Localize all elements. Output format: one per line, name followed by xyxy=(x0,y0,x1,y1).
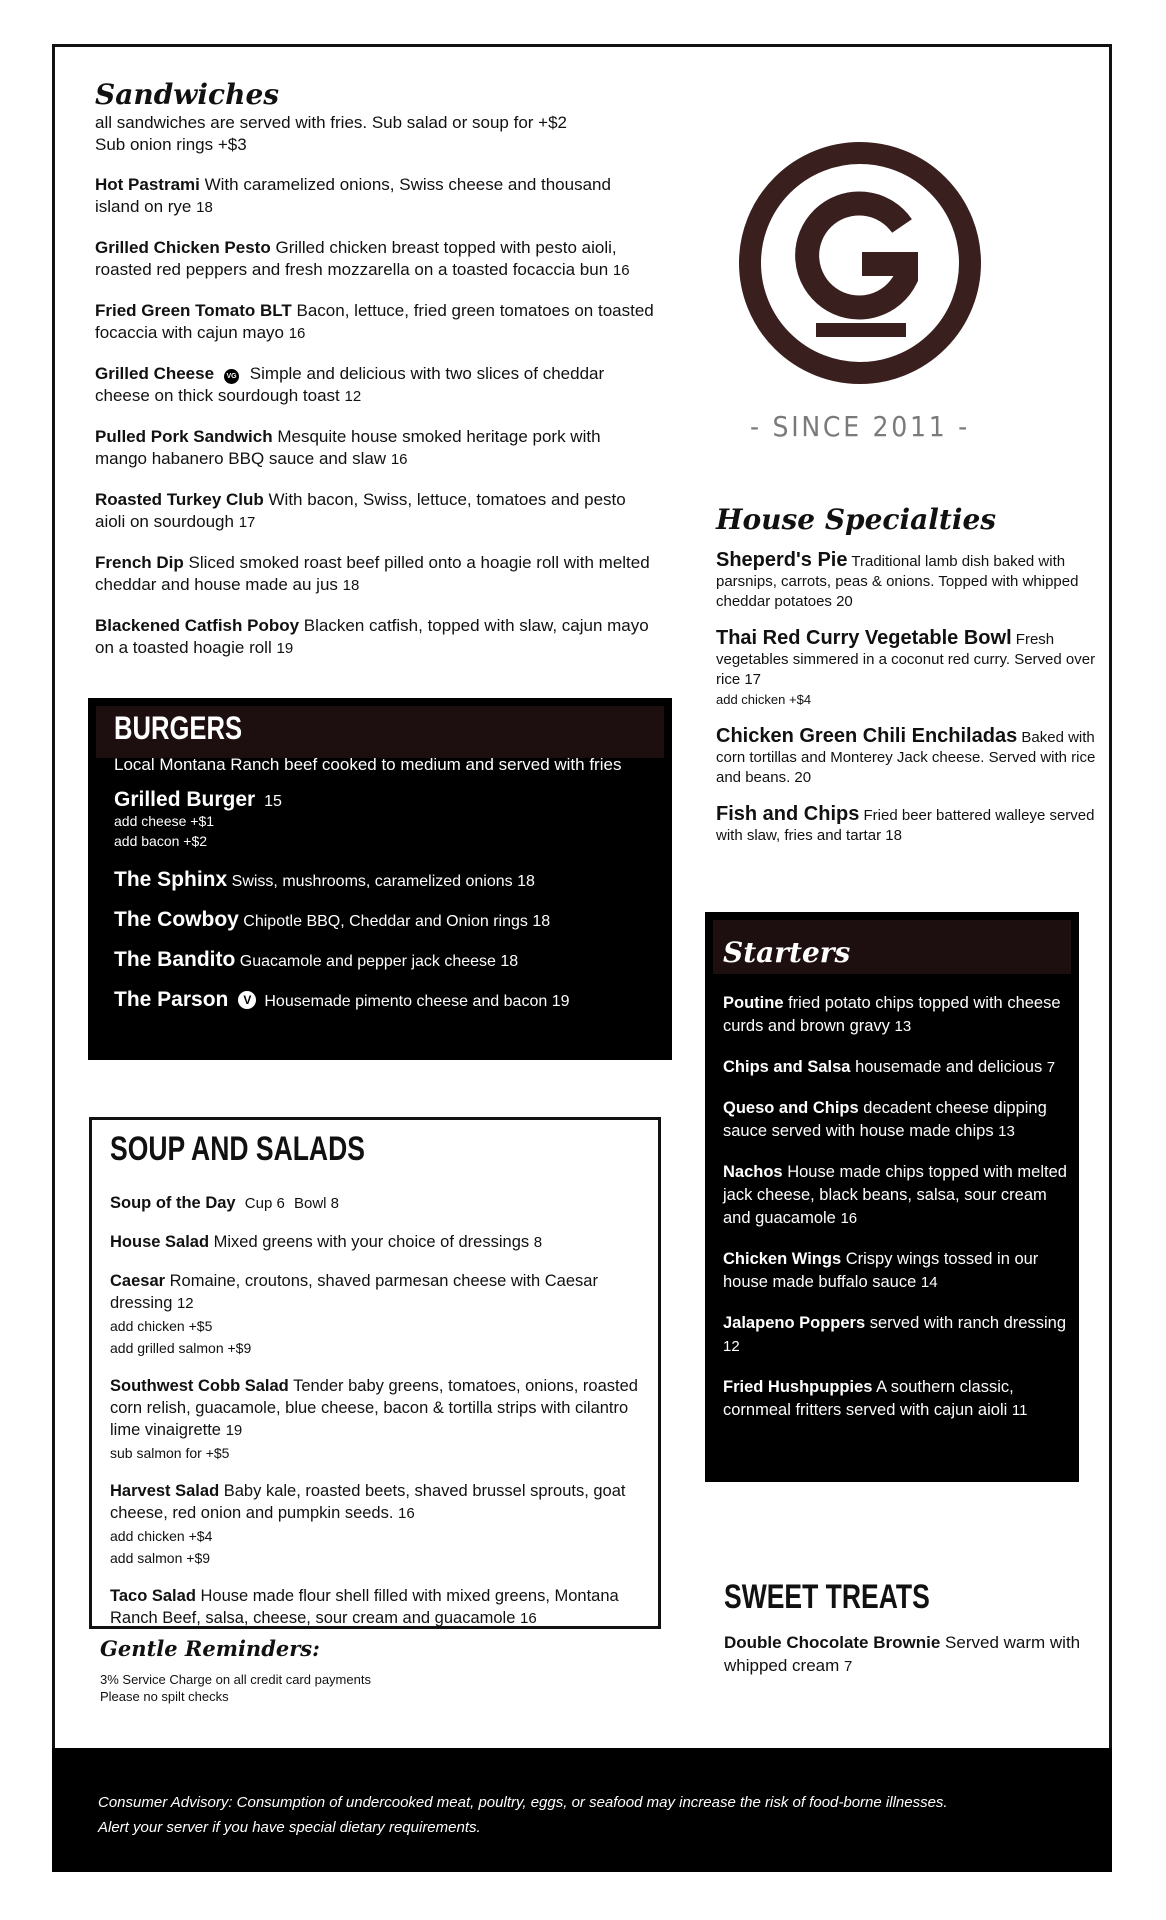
menu-item xyxy=(723,1097,1073,1143)
item-desc: Mixed greens with your choice of dressings xyxy=(213,1233,530,1251)
menu-item xyxy=(723,1248,1073,1294)
menu-item xyxy=(716,628,1096,710)
item-price: 19 xyxy=(276,640,294,657)
reminder-line: Please no spilt checks xyxy=(100,1689,229,1704)
item-name: Soup of the Day xyxy=(110,1194,236,1212)
item-name: Grilled Chicken Pesto xyxy=(95,238,271,257)
starters-body xyxy=(723,992,1073,1440)
item-price: 15 xyxy=(264,793,282,810)
item-price: 13 xyxy=(894,1018,912,1035)
starters-section xyxy=(705,912,1079,1482)
item-price: 16 xyxy=(390,451,408,468)
item-price: 18 xyxy=(532,913,551,930)
menu-item xyxy=(95,552,655,597)
gentle-reminders xyxy=(100,1636,600,1705)
menu-item xyxy=(114,910,664,932)
menu-item xyxy=(95,237,655,282)
item-desc: With bacon, Swiss, lettuce, tomatoes and pesto aioli on sourdough xyxy=(95,490,626,531)
item-price: 12 xyxy=(344,388,362,405)
item-desc: Bacon, lettuce, fried green tomatoes on toasted focaccia with cajun mayo xyxy=(95,301,654,342)
item-price: 19 xyxy=(225,1422,243,1439)
item-desc: Baked with corn tortillas and Monterey Jack cheese. Served with rice and beans. xyxy=(716,729,1096,786)
item-desc: Fresh vegetables simmered in a coconut red curry. Served over rice xyxy=(716,631,1096,688)
item-desc: Sliced smoked roast beef pilled onto a hoagie roll with melted cheddar and house made au jus xyxy=(95,553,650,594)
burgers-title: BURGERS xyxy=(114,710,243,746)
house-specialties-title: House Specialties xyxy=(716,503,997,536)
item-desc: Grilled chicken breast topped with pesto aioli, roasted red peppers and fresh mozzarella on a toasted focaccia bun xyxy=(95,238,617,279)
item-desc: Chipotle BBQ, Cheddar and Onion rings xyxy=(243,913,528,930)
item-desc: Crispy wings tossed in our house made buffalo sauce xyxy=(723,1250,1039,1291)
item-name: Grilled Cheese xyxy=(95,364,215,383)
item-name: Chicken Green Chili Enchiladas xyxy=(716,725,1018,747)
item-name: Queso and Chips xyxy=(723,1099,859,1117)
menu-item xyxy=(724,1631,1084,1678)
item-price: 16 xyxy=(398,1505,415,1522)
restaurant-logo xyxy=(734,118,986,408)
item-price: 16 xyxy=(612,262,630,279)
reminders-title: Gentle Reminders: xyxy=(100,1636,320,1661)
menu-item xyxy=(723,992,1073,1038)
vegetarian-icon: VG xyxy=(224,369,239,384)
menu-item xyxy=(723,1161,1073,1230)
item-price: 17 xyxy=(744,671,762,688)
item-name: Nachos xyxy=(723,1163,783,1181)
burgers-intro: Local Montana Ranch beef cooked to medium and served with fries xyxy=(114,755,622,774)
item-addon: add chicken +$4 xyxy=(110,1528,213,1544)
item-price: 20 xyxy=(836,593,853,610)
item-name: Double Chocolate Brownie xyxy=(724,1633,941,1652)
item-price: 18 xyxy=(342,577,360,594)
menu-item xyxy=(95,174,655,219)
reminder-line: 3% Service Charge on all credit card payments xyxy=(100,1672,371,1687)
item-price: 18 xyxy=(885,827,902,844)
item-price: 20 xyxy=(794,769,812,786)
item-price: 17 xyxy=(238,514,256,531)
item-name: Jalapeno Poppers xyxy=(723,1314,866,1332)
item-name: Roasted Turkey Club xyxy=(95,490,264,509)
item-name: Hot Pastrami xyxy=(95,175,200,194)
item-price: 8 xyxy=(533,1234,543,1251)
item-name: Fried Hushpuppies xyxy=(723,1378,873,1396)
menu-item xyxy=(716,804,1096,846)
burgers-section xyxy=(88,698,672,1060)
item-name: Poutine xyxy=(723,994,784,1012)
item-price: 7 xyxy=(844,1658,853,1675)
starters-title: Starters xyxy=(723,936,851,969)
since-label: - SINCE 2011 - xyxy=(750,410,970,443)
item-addon: add chicken +$5 xyxy=(110,1318,213,1334)
item-name: Fish and Chips xyxy=(716,803,860,825)
item-name: House Salad xyxy=(110,1233,210,1251)
menu-item xyxy=(110,1480,650,1569)
item-name: Grilled Burger xyxy=(114,788,256,811)
sandwiches-title: Sandwiches xyxy=(95,78,280,111)
item-price: Cup 6 xyxy=(244,1195,285,1212)
menu-item xyxy=(95,300,655,345)
item-name: Blackened Catfish Poboy xyxy=(95,616,300,635)
menu-item xyxy=(110,1231,650,1254)
item-desc: With caramelized onions, Swiss cheese and thousand island on rye xyxy=(95,175,611,216)
item-desc: Romaine, croutons, shaved parmesan cheese with Caesar dressing xyxy=(110,1272,598,1312)
sandwiches-intro-line2: Sub onion rings +$3 xyxy=(95,135,247,154)
item-name: French Dip xyxy=(95,553,184,572)
item-desc: House made flour shell filled with mixed greens, Montana Ranch Beef, salsa, cheese, sour cream and guacamole xyxy=(110,1587,619,1627)
item-price: 16 xyxy=(520,1610,537,1627)
item-name: The Sphinx xyxy=(114,868,228,891)
advisory-line: Alert your server if you have special dietary requirements. xyxy=(98,1819,481,1836)
item-price: 16 xyxy=(288,325,306,342)
menu-item xyxy=(95,426,655,471)
item-name: Chicken Wings xyxy=(723,1250,842,1268)
item-desc: decadent cheese dipping sauce served with house made chips xyxy=(723,1099,1047,1140)
item-name: Harvest Salad xyxy=(110,1482,220,1500)
menu-item xyxy=(95,615,655,660)
sandwiches-intro xyxy=(95,112,655,156)
burgers-body xyxy=(114,754,664,1030)
item-desc: Served warm with whipped cream xyxy=(724,1633,1081,1675)
soup-salads-title: SOUP AND SALADS xyxy=(110,1130,365,1168)
item-name: Chips and Salsa xyxy=(723,1058,851,1076)
item-desc: served with ranch dressing xyxy=(869,1314,1066,1332)
item-desc: House made chips topped with melted jack cheese, black beans, salsa, sour cream and guacamole xyxy=(723,1163,1067,1227)
item-desc: Simple and delicious with two slices of cheddar cheese on thick sourdough toast xyxy=(95,364,605,405)
item-desc: Tender baby greens, tomatoes, onions, roasted corn relish, guacamole, blue cheese, bacon & tortilla strips with cilantro lime vinaigrette xyxy=(110,1377,638,1439)
item-desc: Housemade pimento cheese and bacon xyxy=(264,993,548,1010)
item-desc: Baby kale, roasted beets, shaved brussel sprouts, goat cheese, red onion and pumpkin seeds. xyxy=(110,1482,626,1522)
item-name: Pulled Pork Sandwich xyxy=(95,427,273,446)
item-addon: add bacon +$2 xyxy=(114,833,208,849)
item-name: Southwest Cobb Salad xyxy=(110,1377,289,1395)
menu-item xyxy=(716,550,1096,612)
logo-g-icon xyxy=(734,118,986,408)
menu-item xyxy=(114,790,664,852)
item-name: Fried Green Tomato BLT xyxy=(95,301,292,320)
menu-item xyxy=(110,1270,650,1359)
item-name: The Cowboy xyxy=(114,908,239,931)
item-price: 19 xyxy=(551,993,570,1010)
item-desc: Swiss, mushrooms, caramelized onions xyxy=(231,873,513,890)
menu-item xyxy=(95,363,655,408)
item-addon: add cheese +$1 xyxy=(114,813,215,829)
item-name: Caesar xyxy=(110,1272,166,1290)
menu-item xyxy=(110,1192,650,1215)
item-price: 7 xyxy=(1046,1059,1056,1076)
soup-salads-body xyxy=(110,1192,650,1646)
menu-item xyxy=(110,1375,650,1464)
item-price: 11 xyxy=(1011,1402,1028,1419)
item-addon: add grilled salmon +$9 xyxy=(110,1340,252,1356)
item-name: Sheperd's Pie xyxy=(716,549,848,571)
item-price: Bowl 8 xyxy=(293,1195,339,1212)
menu-item xyxy=(114,950,664,972)
item-name: The Bandito xyxy=(114,948,236,971)
item-name: Taco Salad xyxy=(110,1587,196,1605)
item-price: 16 xyxy=(840,1210,858,1227)
menu-item xyxy=(114,990,664,1012)
menu-item xyxy=(95,489,655,534)
advisory-line: Consumer Advisory: Consumption of undercooked meat, poultry, eggs, or seafood may increase the risk of food-borne illnesses. xyxy=(98,1794,948,1811)
menu-item xyxy=(114,870,664,892)
item-desc: housemade and delicious xyxy=(855,1058,1043,1076)
item-price: 12 xyxy=(176,1295,194,1312)
item-desc: Blacken catfish, topped with slaw, cajun mayo on a toasted hoagie roll xyxy=(95,616,649,657)
sweet-treats-section xyxy=(724,1578,1084,1696)
item-addon: add chicken +$4 xyxy=(716,692,812,707)
item-desc: A southern classic, cornmeal fritters served with cajun aioli xyxy=(723,1378,1014,1419)
item-desc: Traditional lamb dish baked with parsnips, carrots, peas & onions. Topped with whipped cheddar potatoes xyxy=(716,553,1079,610)
house-specialties-section xyxy=(716,502,1096,862)
sandwiches-section xyxy=(95,78,655,678)
item-addon: add salmon +$9 xyxy=(110,1550,211,1566)
item-addon: sub salmon for +$5 xyxy=(110,1445,230,1461)
vegetarian-icon: V xyxy=(238,991,256,1009)
menu-item xyxy=(723,1376,1073,1422)
item-desc: fried potato chips topped with cheese curds and brown gravy xyxy=(723,994,1061,1035)
item-name: The Parson xyxy=(114,988,229,1011)
item-price: 18 xyxy=(196,199,213,216)
item-desc: Fried beer battered walleye served with slaw, fries and tartar xyxy=(716,807,1095,844)
item-desc: Guacamole and pepper jack cheese xyxy=(239,953,496,970)
item-price: 18 xyxy=(517,873,535,890)
consumer-advisory xyxy=(52,1748,1112,1872)
menu-item xyxy=(110,1585,650,1630)
item-price: 13 xyxy=(998,1123,1015,1140)
item-name: Thai Red Curry Vegetable Bowl xyxy=(716,627,1012,649)
soup-salads-section xyxy=(89,1117,661,1629)
sandwiches-intro-line1: all sandwiches are served with fries. Sub salad or soup for +$2 xyxy=(95,113,567,132)
item-desc: Mesquite house smoked heritage pork with mango habanero BBQ sauce and slaw xyxy=(95,427,601,468)
item-price: 18 xyxy=(500,953,519,970)
menu-item xyxy=(723,1312,1073,1358)
sweet-treats-title: SWEET TREATS xyxy=(724,1578,930,1616)
menu-item xyxy=(723,1056,1073,1079)
item-price: 12 xyxy=(723,1338,740,1355)
menu-item xyxy=(716,726,1096,788)
item-price: 14 xyxy=(920,1274,938,1291)
